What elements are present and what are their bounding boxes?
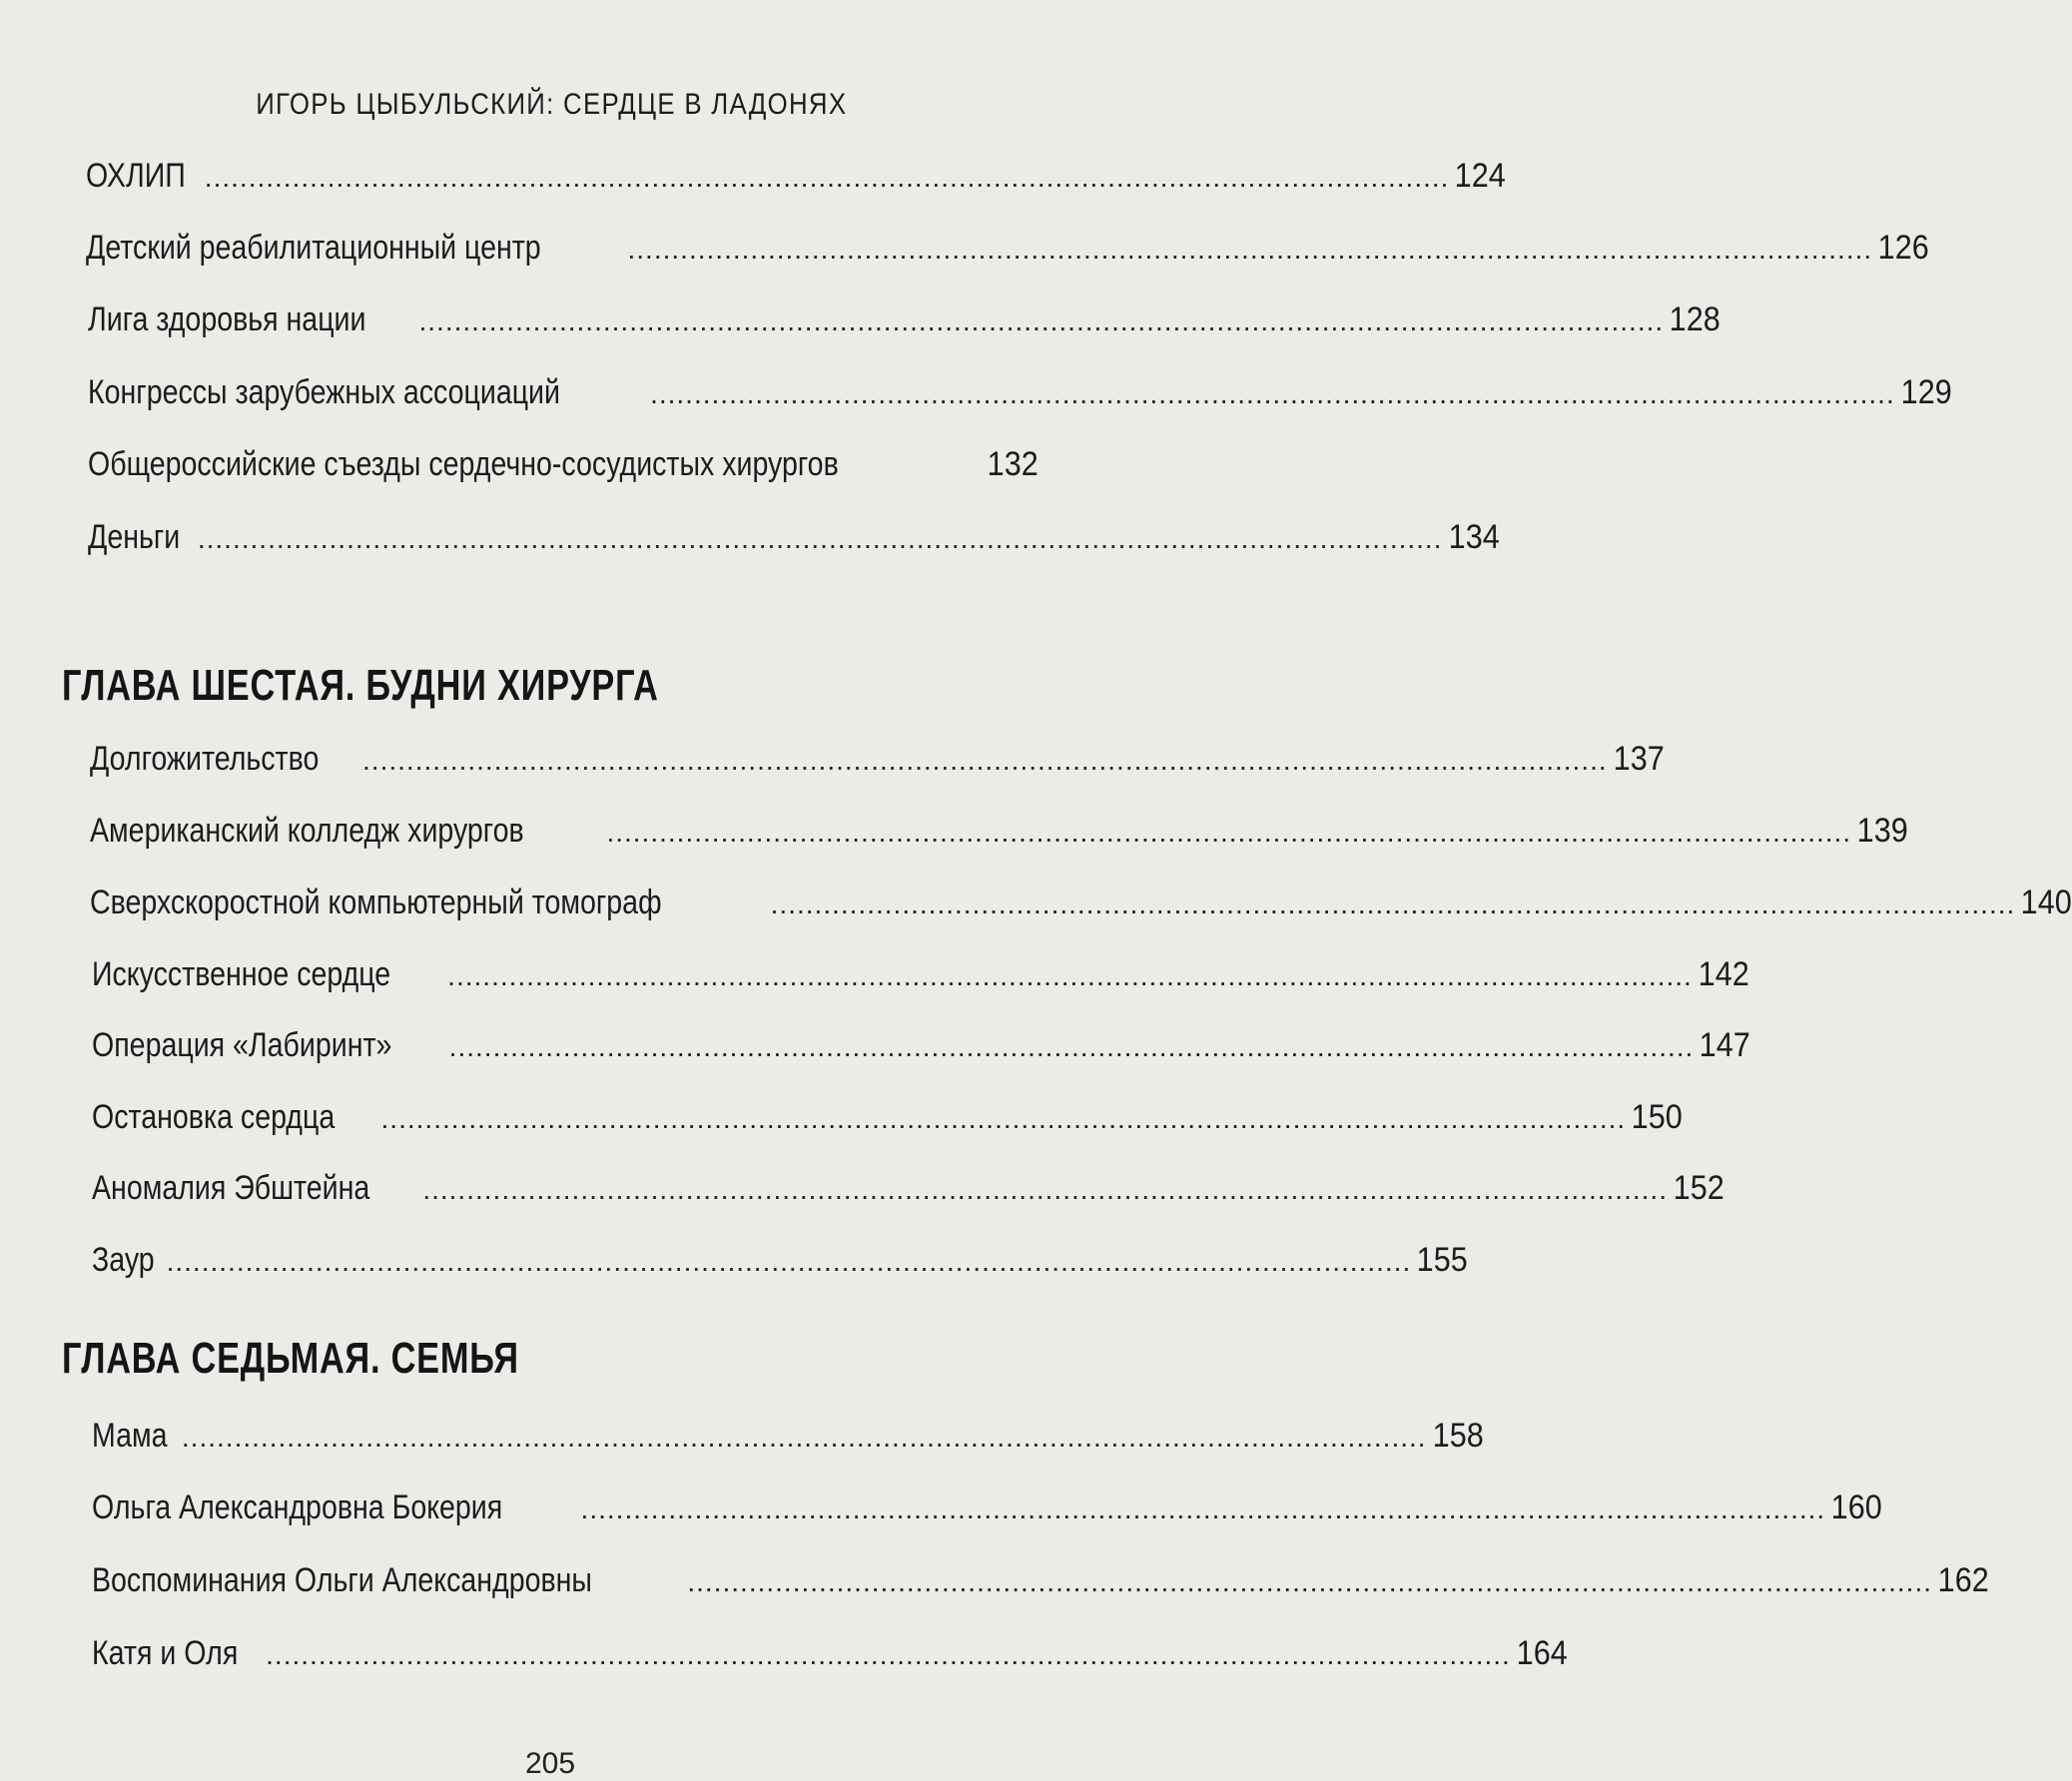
toc-entry bbox=[90, 811, 1908, 851]
toc-entry-title: Деньги bbox=[88, 518, 181, 556]
toc-entry bbox=[88, 444, 1038, 484]
toc-entry-title: Ольга Александровна Бокерия bbox=[92, 1488, 503, 1526]
toc-entry-page: 147 bbox=[1700, 1026, 1751, 1064]
toc-entry bbox=[88, 299, 1721, 339]
toc-entry bbox=[92, 954, 1749, 994]
toc-leader-dots: .............................................................................................................................................. bbox=[380, 1103, 1627, 1134]
toc-leader-dots: .............................................................................................................................................. bbox=[448, 1031, 1695, 1062]
toc-entry-title: Заур bbox=[92, 1241, 155, 1279]
toc-leader-dots: .............................................................................................................................................. bbox=[181, 1422, 1427, 1453]
toc-entry-title: Лига здоровья нации bbox=[88, 300, 366, 338]
toc-entry-title: Аномалия Эбштейна bbox=[92, 1169, 370, 1207]
toc-entry bbox=[92, 1240, 1468, 1280]
toc-entry-page: 160 bbox=[1830, 1488, 1882, 1526]
toc-entry-title: Остановка сердца bbox=[92, 1098, 336, 1136]
toc-entry-title: Долгожительство bbox=[90, 740, 320, 778]
toc-entry-page: 140 bbox=[2020, 884, 2072, 921]
toc-entry-title: Катя и Оля bbox=[92, 1634, 239, 1672]
chapter-heading: ГЛАВА ШЕСТАЯ. БУДНИ ХИРУРГА bbox=[62, 661, 659, 710]
toc-entry-page: 152 bbox=[1673, 1169, 1725, 1207]
toc-entry bbox=[86, 156, 1507, 196]
toc-entry-page: 126 bbox=[1877, 229, 1929, 267]
toc-leader-dots: .............................................................................................................................................. bbox=[650, 378, 1895, 409]
toc-leader-dots: .............................................................................................................................................. bbox=[166, 1246, 1412, 1277]
toc-leader-dots: .............................................................................................................................................. bbox=[422, 1174, 1668, 1205]
toc-entry-page: 150 bbox=[1631, 1098, 1683, 1136]
toc-entry-page: 164 bbox=[1516, 1634, 1568, 1672]
toc-entry bbox=[92, 1560, 1989, 1600]
toc-entry-title: Детский реабилитационный центр bbox=[86, 229, 541, 267]
toc-entry bbox=[88, 517, 1500, 557]
toc-entry bbox=[92, 1487, 1882, 1527]
running-head: ИГОРЬ ЦЫБУЛЬСКИЙ: СЕРДЦЕ В ЛАДОНЯХ bbox=[256, 88, 848, 121]
toc-leader-dots: .............................................................................................................................................. bbox=[197, 523, 1443, 554]
toc-entry bbox=[92, 1168, 1725, 1208]
toc-leader-dots: .............................................................................................................................................. bbox=[204, 162, 1450, 193]
toc-entry-page: 129 bbox=[1900, 373, 1952, 411]
toc-leader-dots: .............................................................................................................................................. bbox=[580, 1493, 1826, 1524]
toc-leader-dots: .............................................................................................................................................. bbox=[418, 305, 1665, 336]
toc-entry-page: 158 bbox=[1432, 1417, 1484, 1455]
toc-entry-title: Конгрессы зарубежных ассоциаций bbox=[88, 373, 560, 411]
toc-entry-page: 124 bbox=[1455, 157, 1507, 195]
toc-entry-page: 134 bbox=[1448, 518, 1500, 556]
toc-entry-title: ОХЛИП bbox=[86, 157, 186, 195]
toc-leader-dots: .............................................................................................................................................. bbox=[447, 960, 1693, 991]
toc-entry-page: 137 bbox=[1613, 740, 1665, 778]
toc-entry-title: Операция «Лабиринт» bbox=[92, 1026, 392, 1064]
toc-entry-page: 139 bbox=[1856, 812, 1908, 850]
toc-leader-dots: .............................................................................................................................................. bbox=[770, 889, 2016, 919]
toc-entry-title: Мама bbox=[92, 1417, 168, 1455]
toc-entry bbox=[90, 739, 1665, 779]
toc-entry bbox=[92, 1025, 1751, 1065]
toc-entry bbox=[90, 883, 2072, 922]
toc-entry-page: 128 bbox=[1669, 300, 1721, 338]
toc-entry bbox=[86, 228, 1929, 268]
page-number: 205 bbox=[524, 1747, 576, 1780]
toc-entry bbox=[88, 372, 1952, 412]
toc-entry-page: 155 bbox=[1416, 1241, 1468, 1279]
toc-entry-page: 132 bbox=[987, 445, 1038, 483]
toc-entry-title: Сверхскоростной компьютерный томограф bbox=[90, 884, 662, 921]
toc-entry-title: Воспоминания Ольги Александровны bbox=[92, 1561, 592, 1599]
chapter-heading: ГЛАВА СЕДЬМАЯ. СЕМЬЯ bbox=[62, 1334, 519, 1383]
toc-entry-page: 162 bbox=[1937, 1561, 1989, 1599]
toc-entry bbox=[92, 1097, 1683, 1137]
toc-leader-dots: .............................................................................................................................................. bbox=[362, 745, 1608, 776]
toc-entry-title: Общероссийские съезды сердечно-сосудистых хирургов bbox=[88, 445, 839, 483]
toc-leader-dots: .............................................................................................................................................. bbox=[687, 1566, 1933, 1597]
toc-leader-dots: .............................................................................................................................................. bbox=[627, 234, 1873, 265]
toc-entry bbox=[92, 1416, 1484, 1456]
toc-leader-dots: .............................................................................................................................................. bbox=[606, 817, 1852, 848]
toc-entry-title: Американский колледж хирургов bbox=[90, 812, 524, 850]
toc-entry-title: Искусственное сердце bbox=[92, 955, 391, 993]
toc-leader-dots: .............................................................................................................................................. bbox=[266, 1639, 1511, 1670]
toc-entry bbox=[92, 1633, 1568, 1673]
toc-entry-page: 142 bbox=[1698, 955, 1749, 993]
